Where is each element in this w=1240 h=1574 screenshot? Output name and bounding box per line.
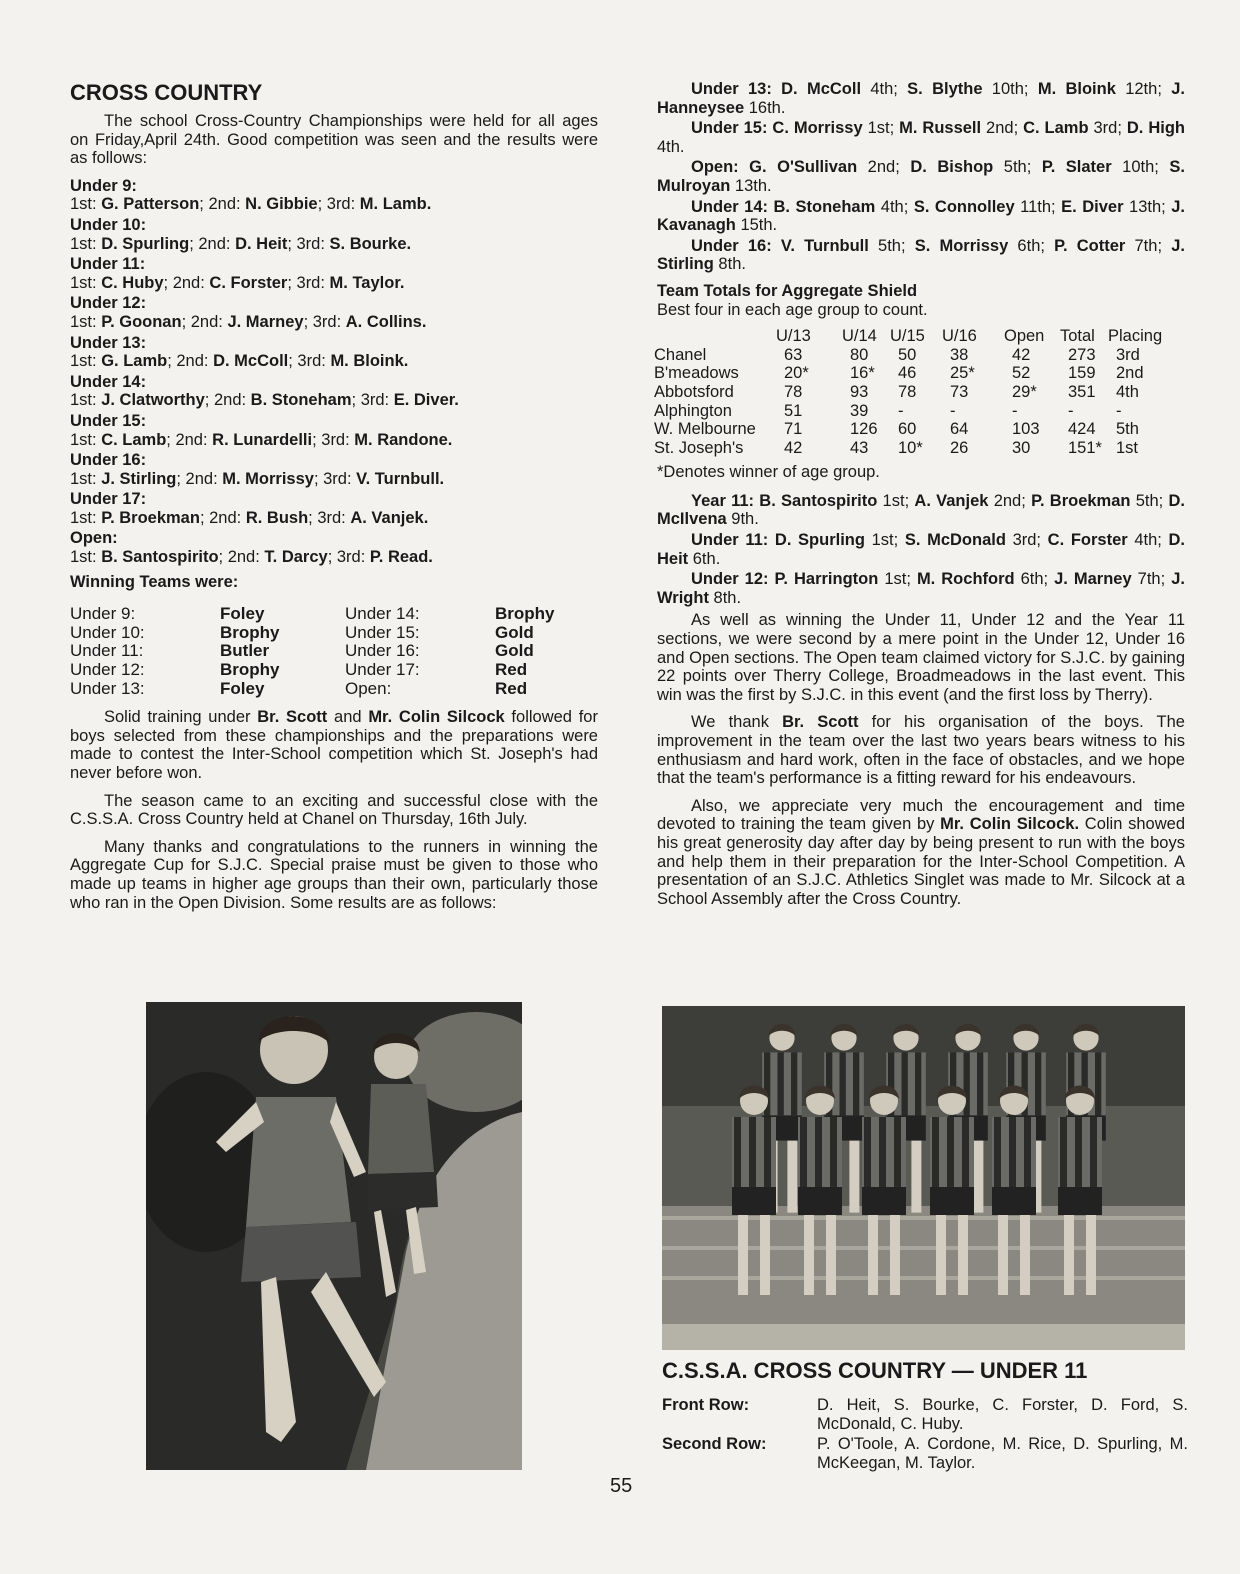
result-line: 1st: J. Stirling; 2nd: M. Morrissy; 3rd: V. Turnbull. <box>70 469 445 488</box>
team-age: Under 16: <box>345 641 420 661</box>
aggregate-cell: 151* <box>1068 438 1102 457</box>
aggregate-column-header: Placing <box>1108 327 1163 346</box>
summary-paragraph: As well as winning the Under 11, Under 12 and the Year 11 sections, we were second by a mere point in the Under 12, Under 16 and Open sections. The Open team claimed victory for S.J.C. by gaining 22 points over Therry College, Broadmeadows in the last event. This win was the first by S.J.C. in this event (and the first loss by Therry). <box>657 611 1185 704</box>
aggregate-cell: 73 <box>950 382 969 401</box>
aggregate-cell: - <box>950 401 956 420</box>
winning-teams-table <box>70 605 598 698</box>
left-column <box>70 80 598 921</box>
first-place: G. Patterson <box>101 195 200 214</box>
school-name: Chanel <box>654 345 707 364</box>
first-place: B. Santospirito <box>101 548 219 567</box>
thank-silcock-paragraph: Also, we appreciate very much the encouragement and time devoted to training the team given by Mr. Colin Silcock. Colin showed his great generosity day after day by being present to run with the boys and help them in their preparation for the Inter-School Competition. A presentation of an S.J.C. Athletics Singlet was made to Mr. Silcock at a School Assembly after the Cross Country. <box>657 796 1185 908</box>
result-line: 1st: D. Spurling; 2nd: D. Heit; 3rd: S. Bourke. <box>70 234 412 253</box>
result-entry <box>70 490 598 527</box>
runner-name: M. Rochford <box>916 570 1015 589</box>
aggregate-column-header <box>654 327 776 346</box>
result-entry <box>70 255 598 292</box>
team-name: Brophy <box>220 622 280 642</box>
team-name: Red <box>495 678 528 698</box>
aggregate-cell: 1st <box>1116 438 1139 457</box>
first-place: P. Goonan <box>101 312 182 331</box>
runner-name: J. Wright <box>657 570 1185 607</box>
third-place: M. Randone. <box>354 430 453 449</box>
runner-name: Under 14: B. Stoneham <box>691 197 876 216</box>
team-name: Gold <box>495 622 534 642</box>
team-age: Under 14: <box>345 604 420 624</box>
third-place: M. Bloink. <box>330 352 409 371</box>
runner-name: J. Kavanagh <box>657 197 1185 235</box>
school-name: St. Joseph's <box>654 438 744 457</box>
aggregate-cell: 30 <box>1012 438 1031 457</box>
runner-name: S. McDonald <box>904 531 1006 550</box>
aggregate-table <box>654 327 1170 457</box>
aggregate-cell: 71 <box>784 420 803 439</box>
runner-name: Under 15: C. Morrissy <box>691 119 863 138</box>
page-number: 55 <box>610 1475 633 1497</box>
team-age: Under 9: <box>70 604 136 624</box>
aggregate-column-header: U/14 <box>842 327 877 346</box>
aggregate-cell: 20* <box>784 364 809 383</box>
result-entry <box>70 412 598 449</box>
runners-photo <box>146 1002 522 1470</box>
intro-paragraph: The school Cross-Country Championships were held for all ages on Friday,April 24th. Good competition was seen and the results were as follows: <box>70 112 598 168</box>
aggregate-column-header: Open <box>1004 327 1045 346</box>
result-age: Under 14: <box>70 372 147 391</box>
aggregate-cell: 351 <box>1068 382 1096 401</box>
aggregate-cell: 80 <box>850 345 869 364</box>
runner-name: P. Broekman <box>1031 491 1131 510</box>
open-division-results <box>657 80 1185 274</box>
runner-name: Under 12: P. Harrington <box>691 570 879 589</box>
runner-name: Under 11: D. Spurling <box>691 531 865 550</box>
aggregate-cell: - <box>1068 401 1074 420</box>
team-name: Butler <box>220 641 270 661</box>
aggregate-row <box>654 402 1170 421</box>
runner-name: E. Diver <box>1061 197 1124 216</box>
aggregate-cell: 26 <box>950 438 969 457</box>
aggregate-column-header: U/16 <box>942 327 977 346</box>
runner-name: S. Morrissy <box>914 236 1009 255</box>
runner-name: S. Blythe <box>907 80 983 98</box>
third-place: E. Diver. <box>393 391 459 410</box>
runner-name: J. Hanneysee <box>657 80 1185 117</box>
result-paragraph: Open: G. O'Sullivan 2nd; D. Bishop 5th; P. Slater 10th; S. Mulroyan 13th. <box>657 158 1185 195</box>
second-place: B. Stoneham <box>250 391 352 410</box>
runner-name: Under 16: V. Turnbull <box>691 236 869 255</box>
team-age: Under 11: <box>70 641 144 661</box>
runner-name: J. Marney <box>1054 570 1132 589</box>
result-entry <box>70 373 598 410</box>
page-title: CROSS COUNTRY <box>70 80 263 105</box>
result-line: 1st: P. Goonan; 2nd: J. Marney; 3rd: A. Collins. <box>70 312 427 331</box>
aggregate-cell: - <box>1116 401 1122 420</box>
aggregate-cell: 63 <box>784 345 803 364</box>
result-entry <box>70 177 598 214</box>
thanks-paragraph: Many thanks and congratulations to the runners in winning the Aggregate Cup for S.J.C. Special praise must be given to those who made up teams in higher age groups than their own, particularly those who ran in the Open Division. Some results are as follows: <box>70 837 598 912</box>
result-entry <box>70 334 598 371</box>
result-age: Under 17: <box>70 490 147 509</box>
result-age: Under 10: <box>70 215 147 234</box>
result-age: Open: <box>70 529 118 548</box>
runner-name: D. Bishop <box>910 158 994 177</box>
second-place: N. Gibbie <box>245 195 318 214</box>
aggregate-subheading: Best four in each age group to count. <box>657 300 928 319</box>
result-age: Under 16: <box>70 451 147 470</box>
result-entry <box>70 216 598 253</box>
third-place: A. Vanjek. <box>350 508 429 527</box>
aggregate-row <box>654 420 1170 439</box>
first-place: P. Broekman <box>101 508 200 527</box>
aggregate-cell: 64 <box>950 420 969 439</box>
second-place: C. Forster <box>209 273 288 292</box>
result-age: Under 13: <box>70 333 147 352</box>
aggregate-cell: 16* <box>850 364 875 383</box>
school-name: Abbotsford <box>654 382 734 401</box>
team-name: Red <box>495 660 528 680</box>
team-name: Gold <box>495 641 534 661</box>
aggregate-cell: 424 <box>1068 420 1096 439</box>
result-line: 1st: C. Huby; 2nd: C. Forster; 3rd: M. Taylor. <box>70 273 405 292</box>
front-row-label: Front Row: <box>662 1396 750 1414</box>
school-name: B'meadows <box>654 364 739 383</box>
third-place: P. Read. <box>369 548 433 567</box>
team-age: Under 17: <box>345 660 420 680</box>
second-place: R. Lunardelli <box>212 430 313 449</box>
aggregate-cell: 93 <box>850 382 869 401</box>
aggregate-cell: 39 <box>850 401 869 420</box>
runner-name: C. Forster <box>1047 531 1128 550</box>
aggregate-cell: 42 <box>784 438 803 457</box>
aggregate-cell: 46 <box>898 364 917 383</box>
winning-teams-heading: Winning Teams were: <box>70 572 239 591</box>
aggregate-cell: 126 <box>850 420 878 439</box>
aggregate-cell: 103 <box>1012 420 1040 439</box>
aggregate-column-header: U/13 <box>776 327 811 346</box>
result-line: 1st: C. Lamb; 2nd: R. Lunardelli; 3rd: M. Randone. <box>70 430 453 449</box>
thank-scott-paragraph: We thank Br. Scott for his organisation of the boys. The improvement in the team over the last two years bears witness to his enthusiasm and hard work, often in the face of obstacles, and we hope that the team's performance is a fitting reward for his endeavours. <box>657 713 1185 788</box>
aggregate-cell: 42 <box>1012 345 1031 364</box>
team-age: Under 10: <box>70 622 145 642</box>
season-paragraph: The season came to an exciting and successful close with the C.S.S.A. Cross Country held at Chanel on Thursday, 16th July. <box>70 791 598 829</box>
aggregate-cell: 78 <box>898 382 917 401</box>
result-paragraph: Under 15: C. Morrissy 1st; M. Russell 2nd; C. Lamb 3rd; D. High 4th. <box>657 119 1185 156</box>
result-line: 1st: B. Santospirito; 2nd: T. Darcy; 3rd: P. Read. <box>70 548 433 567</box>
runner-name: M. Bloink <box>1037 80 1116 98</box>
runner-name: J. Stirling <box>657 236 1185 274</box>
aggregate-column-header: U/15 <box>890 327 925 346</box>
runner-name: Under 13: D. McColl <box>691 80 862 98</box>
aggregate-cell: 51 <box>784 401 803 420</box>
third-place: M. Taylor. <box>329 273 405 292</box>
aggregate-cell: 5th <box>1116 420 1139 439</box>
second-place: M. Morrissy <box>222 469 314 488</box>
more-results <box>657 492 1185 608</box>
third-place: V. Turnbull. <box>356 469 445 488</box>
team-name: Brophy <box>495 604 555 624</box>
result-paragraph: Under 14: B. Stoneham 4th; S. Connolley 11th; E. Diver 13th; J. Kavanagh 15th. <box>657 197 1185 235</box>
first-place: J. Clatworthy <box>101 391 205 410</box>
school-name: W. Melbourne <box>654 420 756 439</box>
result-entry <box>70 451 598 488</box>
training-paragraph: Solid training under Br. Scott and Mr. Colin Silcock followed for boys selected from these championships and the preparations were made to contest the Inter-School competition which St. Joseph's had never before won. <box>70 708 598 782</box>
result-entry <box>70 529 598 566</box>
aggregate-cell: 43 <box>850 438 869 457</box>
runner-name: Year 11: B. Santospirito <box>691 491 878 510</box>
runner-name: S. Connolley <box>913 197 1015 216</box>
second-place: T. Darcy <box>264 548 328 567</box>
aggregate-cell: 29* <box>1012 382 1037 401</box>
runner-name: P. Slater <box>1041 158 1112 177</box>
result-age: Under 9: <box>70 176 137 195</box>
runner-name: P. Cotter <box>1054 236 1126 255</box>
result-age: Under 15: <box>70 411 147 430</box>
runner-name: S. Mulroyan <box>657 158 1185 195</box>
aggregate-cell: 25* <box>950 364 975 383</box>
right-column <box>654 80 1185 917</box>
second-row-label: Second Row: <box>662 1435 767 1453</box>
result-line: 1st: J. Clatworthy; 2nd: B. Stoneham; 3rd: E. Diver. <box>70 391 459 410</box>
aggregate-column-header: Total <box>1060 327 1095 346</box>
front-row-names: D. Heit, S. Bourke, C. Forster, D. Ford, S. McDonald, C. Huby. <box>817 1396 1188 1433</box>
aggregate-cell: 10* <box>898 438 923 457</box>
result-paragraph: Under 11: D. Spurling 1st; S. McDonald 3rd; C. Forster 4th; D. Heit 6th. <box>657 531 1185 568</box>
runner-name: D. Heit <box>657 531 1185 568</box>
result-paragraph: Year 11: B. Santospirito 1st; A. Vanjek 2nd; P. Broekman 5th; D. McIlvena 9th. <box>657 491 1185 529</box>
aggregate-cell: 50 <box>898 345 917 364</box>
aggregate-heading: Team Totals for Aggregate Shield <box>657 281 918 300</box>
third-place: A. Collins. <box>345 312 427 331</box>
result-line: 1st: G. Lamb; 2nd: D. McColl; 3rd: M. Bloink. <box>70 352 409 371</box>
second-row-names: P. O'Toole, A. Cordone, M. Rice, D. Spurling, M. McKeegan, M. Taylor. <box>817 1435 1188 1472</box>
results-list <box>70 177 598 567</box>
team-name: Foley <box>220 604 265 624</box>
runner-name: A. Vanjek <box>914 491 989 510</box>
roster <box>662 1396 1188 1474</box>
aggregate-cell: - <box>898 401 904 420</box>
aggregate-cell: 2nd <box>1116 364 1144 383</box>
aggregate-row <box>654 439 1170 458</box>
team-age: Open: <box>345 678 392 698</box>
second-place: R. Bush <box>245 508 309 527</box>
team-photo <box>662 1006 1185 1350</box>
result-entry <box>70 294 598 331</box>
aggregate-cell: 78 <box>784 382 803 401</box>
result-line: 1st: G. Patterson; 2nd: N. Gibbie; 3rd: M. Lamb. <box>70 195 432 214</box>
first-place: C. Huby <box>101 273 164 292</box>
result-age: Under 11: <box>70 255 146 274</box>
runner-name: C. Lamb <box>1023 119 1089 138</box>
second-place: J. Marney <box>227 312 304 331</box>
third-place: M. Lamb. <box>359 195 432 214</box>
aggregate-cell: 4th <box>1116 382 1139 401</box>
first-place: J. Stirling <box>101 469 177 488</box>
aggregate-header-row <box>654 327 1170 346</box>
team-age: Under 15: <box>345 622 420 642</box>
second-place: D. McColl <box>213 352 289 371</box>
team-name: Brophy <box>220 660 280 680</box>
aggregate-cell: - <box>1012 401 1018 420</box>
aggregate-row <box>654 364 1170 383</box>
runner-name: Open: G. O'Sullivan <box>691 158 858 177</box>
second-place: D. Heit <box>235 234 288 253</box>
team-age: Under 12: <box>70 660 145 680</box>
first-place: C. Lamb <box>101 430 167 449</box>
aggregate-cell: 159 <box>1068 364 1096 383</box>
aggregate-cell: 60 <box>898 420 917 439</box>
aggregate-row <box>654 346 1170 365</box>
result-paragraph: Under 12: P. Harrington 1st; M. Rochford 6th; J. Marney 7th; J. Wright 8th. <box>657 570 1185 607</box>
team-age: Under 13: <box>70 678 145 698</box>
runner-name: D. High <box>1126 119 1185 138</box>
aggregate-cell: 3rd <box>1116 345 1140 364</box>
result-line: 1st: P. Broekman; 2nd: R. Bush; 3rd: A. Vanjek. <box>70 508 429 527</box>
runner-name: M. Russell <box>899 119 982 138</box>
aggregate-note: *Denotes winner of age group. <box>657 463 880 482</box>
first-place: D. Spurling <box>101 234 190 253</box>
photo-caption-title: C.S.S.A. CROSS COUNTRY — UNDER 11 <box>662 1358 1088 1383</box>
runner-name: D. McIlvena <box>657 491 1185 529</box>
result-age: Under 12: <box>70 294 147 313</box>
aggregate-row <box>654 383 1170 402</box>
result-paragraph: Under 13: D. McColl 4th; S. Blythe 10th; M. Bloink 12th; J. Hanneysee 16th. <box>657 80 1185 117</box>
aggregate-cell: 273 <box>1068 345 1096 364</box>
third-place: S. Bourke. <box>329 234 412 253</box>
result-paragraph: Under 16: V. Turnbull 5th; S. Morrissy 6th; P. Cotter 7th; J. Stirling 8th. <box>657 236 1185 274</box>
school-name: Alphington <box>654 401 732 420</box>
team-name: Foley <box>220 678 265 698</box>
aggregate-cell: 38 <box>950 345 969 364</box>
first-place: G. Lamb <box>101 352 168 371</box>
aggregate-cell: 52 <box>1012 364 1031 383</box>
